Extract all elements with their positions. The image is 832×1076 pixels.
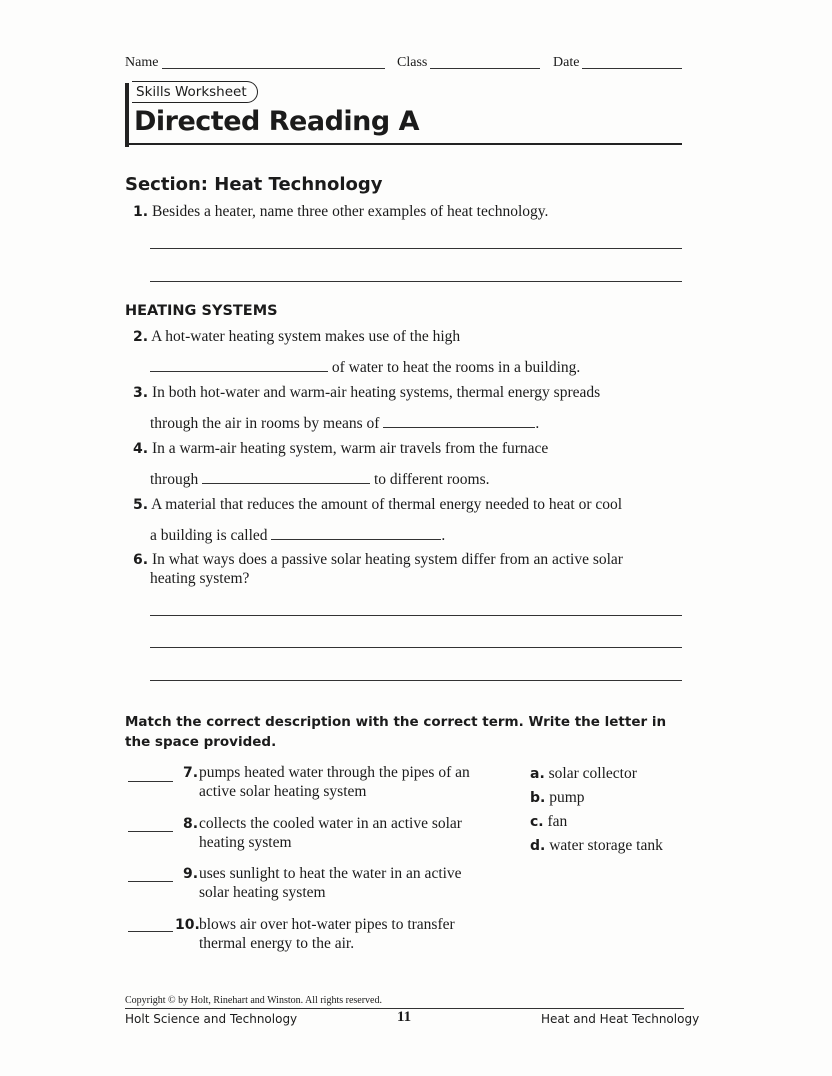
name-field[interactable]	[162, 68, 385, 69]
term-d-letter: d.	[530, 838, 546, 854]
term-b-text: pump	[549, 789, 585, 806]
question-5-number: 5.	[133, 497, 149, 513]
question-1	[133, 202, 548, 222]
match-blank-7[interactable]	[128, 781, 173, 782]
match-item-9-line1: uses sunlight to heat the water in an active	[199, 865, 462, 882]
question-4-text-c: to different rooms.	[373, 471, 490, 488]
term-b-letter: b.	[530, 790, 546, 806]
answer-line-1a[interactable]	[150, 248, 682, 249]
name-label: Name	[125, 55, 159, 70]
match-item-10-number: 10.	[175, 917, 200, 933]
match-blank-9[interactable]	[128, 881, 173, 882]
match-item-9-line2: solar heating system	[199, 884, 326, 901]
match-item-10-line1: blows air over hot-water pipes to transfer	[199, 916, 455, 933]
term-d	[530, 836, 663, 856]
match-item-7-line2: active solar heating system	[199, 783, 367, 800]
question-3-end: .	[535, 415, 540, 432]
match-item-8-number: 8.	[183, 816, 199, 832]
match-item-7-line1: pumps heated water through the pipes of an	[199, 764, 470, 781]
question-5-end: .	[441, 527, 446, 544]
question-3-text-b: through the air in rooms by means of	[150, 415, 380, 432]
answer-line-6a[interactable]	[150, 615, 682, 616]
question-5-text-b: a building is called	[150, 527, 268, 544]
question-4-line-2	[150, 470, 489, 490]
question-4-blank[interactable]	[202, 471, 370, 484]
question-6-text: In what ways does a passive solar heating system differ from an active solar	[151, 551, 623, 568]
question-1-text: Besides a heater, name three other examples of heat technology.	[151, 203, 549, 220]
term-c-letter: c.	[530, 814, 544, 830]
footer-chapter: Heat and Heat Technology	[541, 1012, 700, 1026]
term-a-letter: a.	[530, 766, 545, 782]
answer-line-1b[interactable]	[150, 281, 682, 282]
question-2-blank[interactable]	[150, 359, 328, 372]
question-4-text: In a warm-air heating system, warm air travels from the furnace	[151, 440, 549, 457]
question-1-number: 1.	[133, 204, 149, 220]
title-bracket	[125, 83, 129, 147]
question-6-number: 6.	[133, 552, 149, 568]
answer-line-6b[interactable]	[150, 647, 682, 648]
question-6	[133, 550, 623, 570]
footer-publisher: Holt Science and Technology	[125, 1012, 298, 1026]
question-3-blank[interactable]	[383, 415, 535, 428]
question-3-text: In both hot-water and warm-air heating systems, thermal energy spreads	[151, 384, 601, 401]
match-blank-8[interactable]	[128, 831, 173, 832]
match-item-8-line1: collects the cooled water in an active solar	[199, 815, 462, 832]
question-3	[133, 383, 600, 403]
question-4	[133, 439, 548, 459]
match-item-7-number: 7.	[183, 765, 199, 781]
skills-worksheet-tag: Skills Worksheet	[132, 81, 258, 103]
page-title: Directed Reading A	[134, 106, 419, 137]
question-3-number: 3.	[133, 385, 149, 401]
question-2	[133, 327, 460, 347]
term-c-text: fan	[547, 813, 568, 830]
question-2-number: 2.	[133, 329, 149, 345]
class-field[interactable]	[430, 68, 540, 69]
question-2-text: A hot-water heating system makes use of the high	[151, 328, 461, 345]
question-2-line-2	[150, 358, 580, 378]
heating-systems-heading: HEATING SYSTEMS	[125, 303, 278, 319]
date-field[interactable]	[582, 68, 682, 69]
date-label: Date	[553, 55, 580, 70]
term-a-text: solar collector	[548, 765, 637, 782]
class-label: Class	[397, 55, 428, 70]
question-2-text-b: of water to heat the rooms in a building.	[331, 359, 581, 376]
term-a	[530, 764, 637, 784]
match-item-9-number: 9.	[183, 866, 199, 882]
matching-instructions: Match the correct description with the correct term. Write the letter in the space provided.	[125, 714, 667, 750]
term-b	[530, 788, 585, 808]
term-d-text: water storage tank	[549, 837, 663, 854]
match-item-10-line2: thermal energy to the air.	[199, 935, 355, 952]
answer-line-6c[interactable]	[150, 680, 682, 681]
question-5-text: A material that reduces the amount of thermal energy needed to heat or cool	[151, 496, 623, 513]
question-4-number: 4.	[133, 441, 149, 457]
question-6-text-b: heating system?	[150, 570, 250, 587]
question-3-line-2	[150, 414, 539, 434]
section-title: Section: Heat Technology	[125, 174, 383, 195]
match-item-8-line2: heating system	[199, 834, 292, 851]
term-c	[530, 812, 567, 832]
title-rule	[125, 143, 682, 145]
question-5	[133, 495, 622, 515]
copyright: Copyright © by Holt, Rinehart and Winston. All rights reserved.	[125, 995, 382, 1006]
question-4-text-b: through	[150, 471, 199, 488]
page-number: 11	[397, 1009, 412, 1025]
question-5-blank[interactable]	[271, 527, 441, 540]
question-5-line-2	[150, 526, 445, 546]
match-blank-10[interactable]	[128, 931, 173, 932]
